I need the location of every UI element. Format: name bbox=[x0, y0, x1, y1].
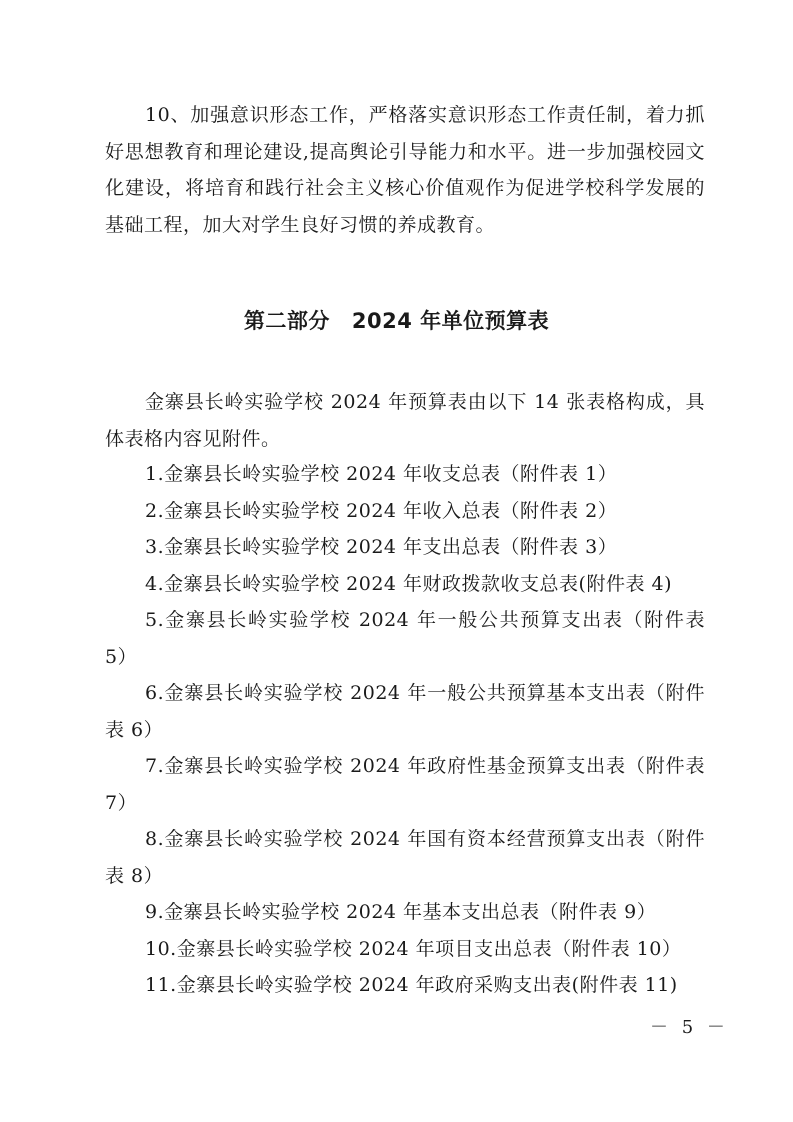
section-title-part: 第二部分 bbox=[243, 309, 330, 333]
lead-paragraph: 金寨县长岭实验学校 2024 年预算表由以下 14 张表格构成，具体表格内容见附件。 bbox=[105, 391, 705, 450]
table-list bbox=[105, 456, 705, 1004]
page-number: － 5 － bbox=[650, 1017, 729, 1038]
list-item: 7.金寨县长岭实验学校 2024 年政府性基金预算支出表（附件表 7） bbox=[105, 755, 705, 814]
list-item: 4.金寨县长岭实验学校 2024 年财政拨款收支总表(附件表 4) bbox=[145, 572, 673, 595]
list-item: 6.金寨县长岭实验学校 2024 年一般公共预算基本支出表（附件表 6） bbox=[105, 682, 705, 741]
list-item: 10.金寨县长岭实验学校 2024 年项目支出总表（附件表 10） bbox=[145, 937, 682, 960]
list-item: 1.金寨县长岭实验学校 2024 年收支总表（附件表 1） bbox=[145, 463, 618, 485]
intro-paragraph: 10、加强意识形态工作，严格落实意识形态工作责任制，着力抓好思想教育和理论建设,提高舆论引导能力和水平。进一步加强校园文化建设，将培育和践行社会主义核心价值观作为促进学校科学发展的基础工程，加大对学生良好习惯的养成教育。 bbox=[105, 104, 705, 236]
list-item: 11.金寨县长岭实验学校 2024 年政府采购支出表(附件表 11) bbox=[145, 974, 678, 996]
list-item: 8.金寨县长岭实验学校 2024 年国有资本经营预算支出表（附件表 8） bbox=[105, 828, 705, 887]
list-item: 3.金寨县长岭实验学校 2024 年支出总表（附件表 3） bbox=[145, 536, 618, 558]
list-item: 5.金寨县长岭实验学校 2024 年一般公共预算支出表（附件表 5） bbox=[105, 609, 705, 668]
section-title-text: 2024 年单位预算表 bbox=[351, 309, 550, 333]
list-item: 2.金寨县长岭实验学校 2024 年收入总表（附件表 2） bbox=[145, 499, 618, 522]
section-title bbox=[0, 305, 793, 335]
list-item: 9.金寨县长岭实验学校 2024 年基本支出总表（附件表 9） bbox=[145, 901, 657, 923]
